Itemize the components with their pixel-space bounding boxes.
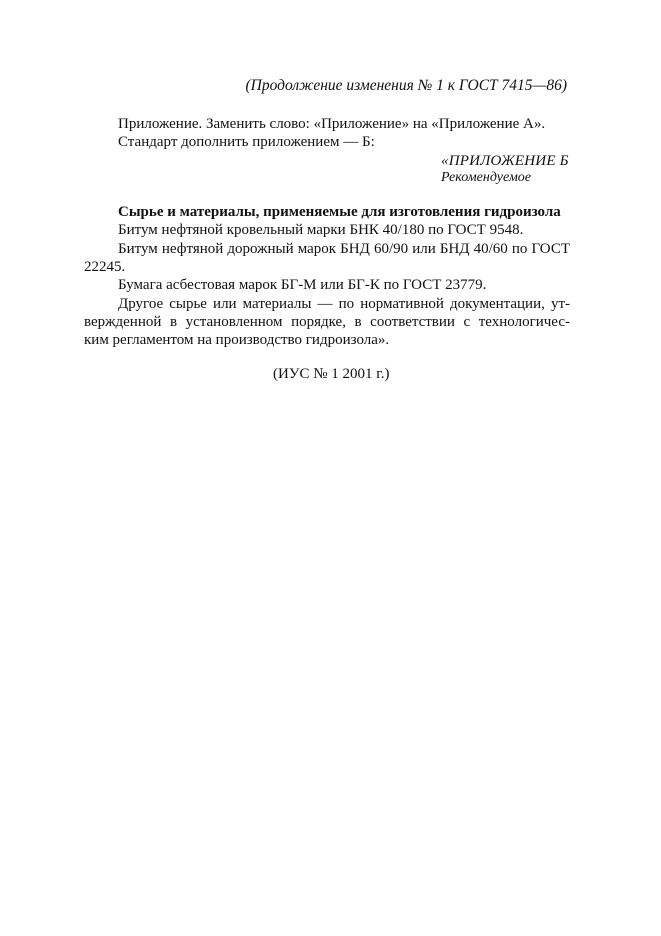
material-item-other-line-1: Другое сырье или материалы — по нормативной документации, ут- (118, 296, 570, 312)
section-title: Сырье и материалы, применяемые для изготовления гидроизола (118, 204, 561, 220)
amendment-paragraph-1: Приложение. Заменить слово: «Приложение» на «Приложение А». (118, 116, 546, 132)
amendment-paragraph-2: Стандарт дополнить приложением — Б: (118, 134, 375, 150)
material-item-bnd-line-2: 22245. (84, 259, 126, 275)
appendix-subtitle: Рекомендуемое (441, 170, 531, 185)
material-item-other-line-2: вержденной в установленном порядке, в соответствии с технологичес- (84, 314, 570, 330)
material-item-bnk: Битум нефтяной кровельный марки БНК 40/180 по ГОСТ 9548. (118, 222, 524, 238)
material-item-other-line-3: ким регламентом на производство гидроизола». (84, 332, 390, 348)
source-reference: (ИУС № 1 2001 г.) (273, 366, 390, 382)
continuation-header: (Продолжение изменения № 1 к ГОСТ 7415—86) (245, 77, 567, 94)
material-item-asbestos-paper: Бумага асбестовая марок БГ-М или БГ-К по ГОСТ 23779. (118, 277, 487, 293)
material-item-bnd-line-1: Битум нефтяной дорожный марок БНД 60/90 или БНД 40/60 по ГОСТ (118, 241, 570, 257)
appendix-title: «ПРИЛОЖЕНИЕ Б (441, 153, 569, 169)
